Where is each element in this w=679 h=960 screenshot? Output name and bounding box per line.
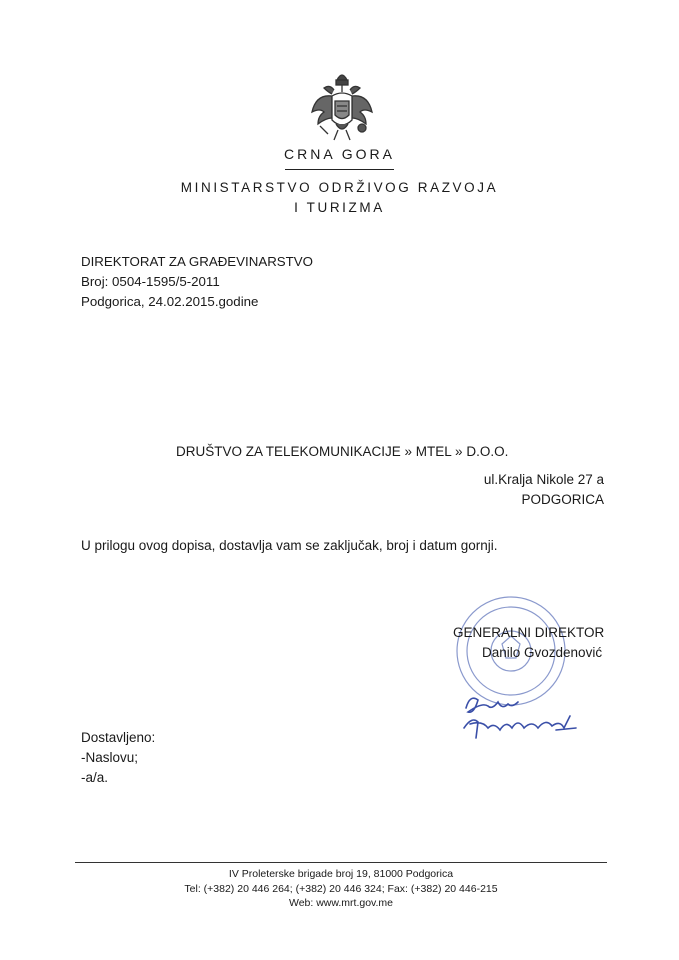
letter-body: U prilogu ovog dopisa, dostavlja vam se zaključak, broj i datum gornji. (81, 538, 498, 553)
delivery-item: -a/a. (81, 770, 109, 785)
signatory-title: GENERALNI DIREKTOR (453, 625, 605, 640)
footer (75, 867, 607, 911)
recipient-address (484, 470, 604, 510)
delivery-label: Dostavljeno: (81, 730, 156, 745)
recipient-city: PODGORICA (521, 492, 604, 507)
recipient-street: ul.Kralja Nikole 27 a (483, 472, 604, 487)
delivery-item: -Naslovu; (81, 750, 139, 765)
handwritten-signature (452, 680, 592, 750)
ministry-line-1: MINISTARSTVO ODRŽIVOG RAZVOJA (180, 180, 499, 195)
document-date: Podgorica, 24.02.2015.godine (81, 294, 259, 309)
ministry-line-2: I TURIZMA (294, 200, 385, 215)
footer-address: IV Proleterske brigade broj 19, 81000 Podgorica (228, 868, 454, 880)
directorate-name: DIREKTORAT ZA GRAĐEVINARSTVO (81, 254, 314, 269)
footer-contacts: Tel: (+382) 20 446 264; (+382) 20 446 324; Fax: (+382) 20 446-215 (184, 882, 498, 895)
coat-of-arms-emblem (310, 68, 374, 144)
ministry-name (150, 178, 529, 218)
footer-website: Web: www.mrt.gov.me (288, 897, 394, 909)
reference-number: Broj: 0504-1595/5-2011 (81, 274, 220, 289)
signatory-name: Danilo Gvozdenović (482, 645, 603, 660)
country-name: CRNA GORA (283, 146, 395, 162)
recipient-name: DRUŠTVO ZA TELEKOMUNIKACIJE » MTEL » D.O.O. (176, 444, 509, 459)
footer-divider (75, 862, 607, 863)
document-header (81, 252, 313, 312)
letterhead-divider (285, 169, 394, 170)
delivery-list (81, 728, 155, 788)
